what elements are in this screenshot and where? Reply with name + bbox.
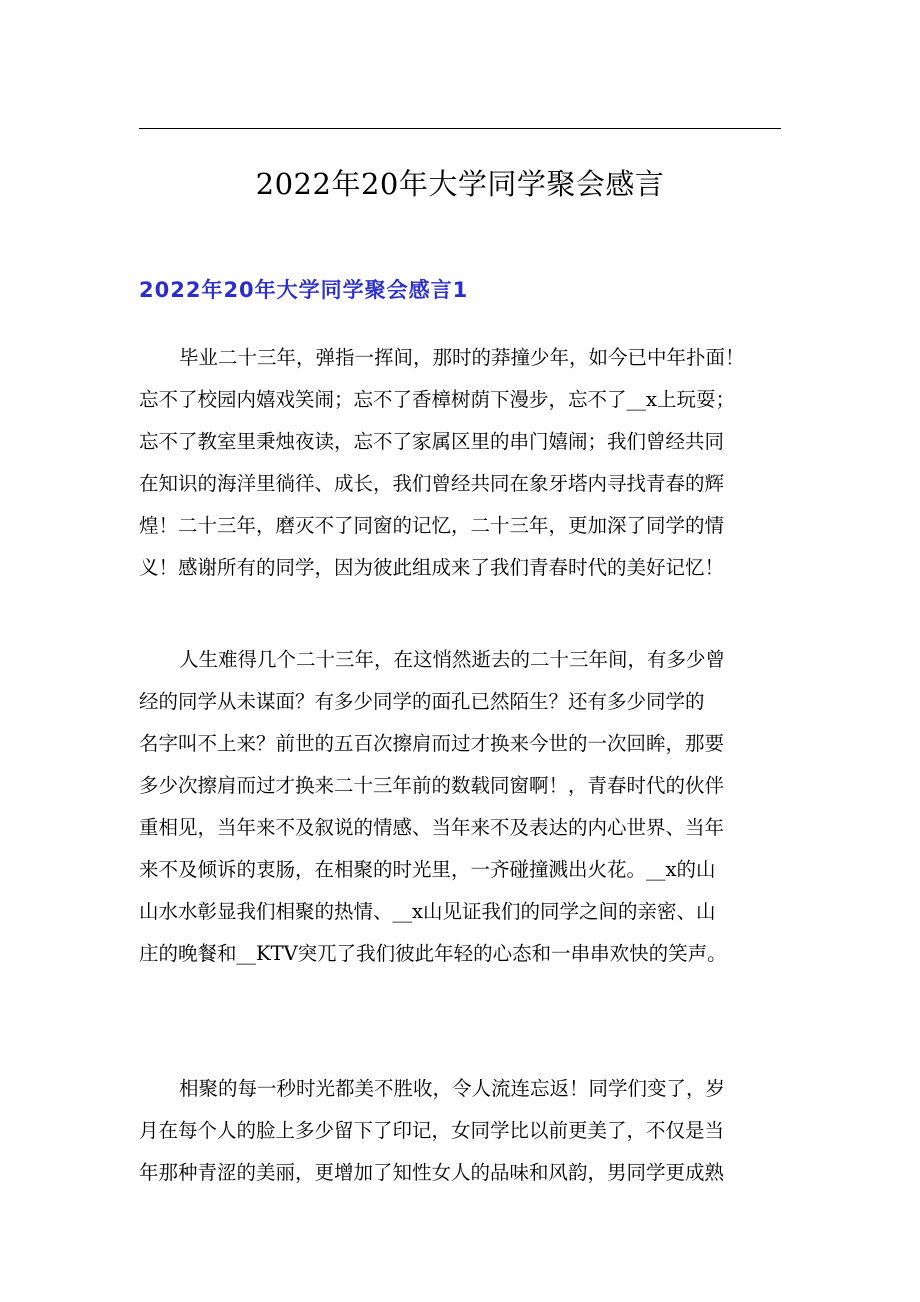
text-line: 经的同学从未谋面？有多少同学的面孔已然陌生？还有多少同学的 — [139, 690, 705, 713]
text-line: 重相见，当年来不及叙说的情感、当年来不及表达的内心世界、当年 — [139, 816, 725, 839]
header-rule — [139, 128, 781, 129]
text-line: 山水水彰显我们相聚的热情、__x山见证我们的同学之间的亲密、山 — [139, 900, 716, 923]
document-title: 2022年20年大学同学聚会感言 — [255, 167, 665, 201]
text-line: 义！感谢所有的同学，因为彼此组成来了我们青春时代的美好记忆！ — [139, 556, 725, 579]
paragraph-1 — [139, 337, 781, 589]
text-line: 人生难得几个二十三年，在这悄然逝去的二十三年间，有多少曾 — [179, 648, 726, 671]
text-line: 忘不了教室里秉烛夜读，忘不了家属区里的串门嬉闹；我们曾经共同 — [139, 430, 725, 453]
text-line: 相聚的每一秒时光都美不胜收，令人流连忘返！同学们变了，岁 — [179, 1077, 726, 1100]
text-line: 年那种青涩的美丽，更增加了知性女人的品味和风韵，男同学更成熟 — [139, 1161, 725, 1184]
paragraph-3 — [139, 1068, 781, 1194]
text-line: 名字叫不上来？前世的五百次擦肩而过才换来今世的一次回眸，那要 — [139, 732, 725, 755]
text-line: 来不及倾诉的衷肠，在相聚的时光里，一齐碰撞溅出火花。__x的山 — [139, 858, 716, 881]
text-line: 月在每个人的脸上多少留下了印记，女同学比以前更美了，不仅是当 — [139, 1119, 725, 1142]
text-line: 多少次擦肩而过才换来二十三年前的数载同窗啊！，青春时代的伙伴 — [139, 774, 725, 797]
text-line: 庄的晚餐和__KTV突兀了我们彼此年轻的心态和一串串欢快的笑声。 — [139, 942, 727, 965]
text-line: 煌！二十三年，磨灭不了同窗的记忆，二十三年，更加深了同学的情 — [139, 514, 725, 537]
text-line: 忘不了校园内嬉戏笑闹；忘不了香樟树荫下漫步，忘不了__x上玩耍； — [139, 388, 735, 411]
text-line: 毕业二十三年，弹指一挥间，那时的莽撞少年，如今已中年扑面！ — [179, 346, 745, 369]
paragraph-2 — [139, 639, 781, 975]
section-heading: 2022年20年大学同学聚会感言1 — [139, 278, 469, 302]
text-line: 在知识的海洋里徜徉、成长，我们曾经共同在象牙塔内寻找青春的辉 — [139, 472, 725, 495]
